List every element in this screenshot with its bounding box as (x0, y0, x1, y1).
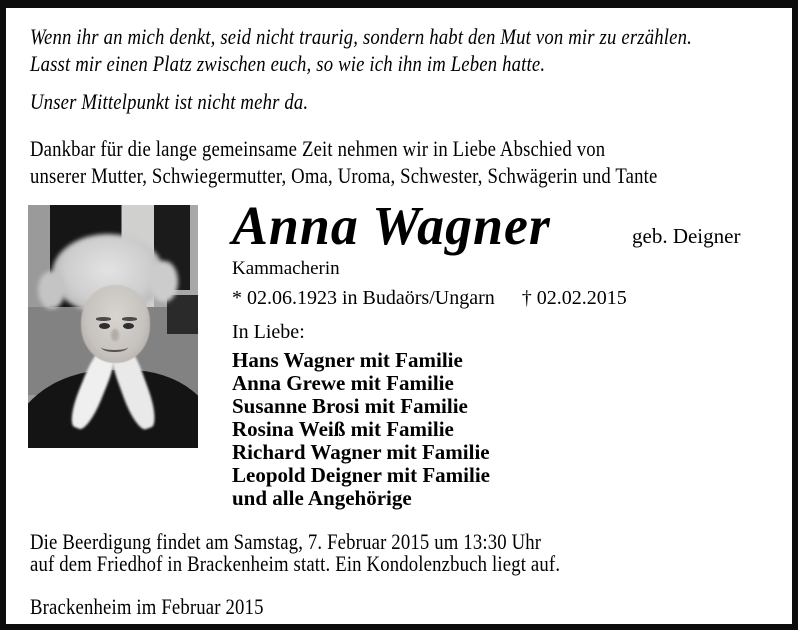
photo-nose (111, 329, 119, 341)
mourner-name: Rosina Weiß mit Familie (232, 417, 454, 441)
mourners-list (232, 349, 490, 510)
farewell-line-2: unserer Mutter, Schwiegermutter, Oma, Uroma, Schwester, Schwägerin und Tante (30, 163, 658, 188)
mourners-heading: In Liebe: (232, 321, 305, 343)
quote-line-1: Wenn ihr an mich denkt, seid nicht traurig, sondern habt den Mut von mir zu erzählen. (30, 24, 692, 49)
mourner-name: Leopold Deigner mit Familie (232, 463, 490, 487)
funeral-line-2: auf dem Friedhof in Brackenheim statt. Ein Kondolenzbuch liegt auf. (30, 551, 561, 576)
closing-line: Brackenheim im Februar 2015 (30, 594, 264, 619)
mourner-name: Richard Wagner mit Familie (232, 440, 490, 464)
mourner-name: Hans Wagner mit Familie (232, 348, 463, 372)
farewell-line-1: Dankbar für die lange gemeinsame Zeit nehmen wir in Liebe Abschied von (30, 136, 606, 161)
photo-hair-curl-left (38, 271, 65, 310)
deceased-name: Anna Wagner (232, 195, 551, 256)
mourner-name: und alle Angehörige (232, 486, 412, 510)
photo-hair-curl-right (150, 261, 177, 302)
quote-line-2: Lasst mir einen Platz zwischen euch, so wie ich ihn im Leben hatte. (30, 51, 546, 76)
mourner-name: Susanne Brosi mit Familie (232, 394, 468, 418)
photo-eye-right (123, 323, 134, 329)
photo-eye-left (99, 323, 110, 329)
birth-date: * 02.06.1923 in Budaörs/Ungarn (232, 287, 495, 309)
mourner-name: Anna Grewe mit Familie (232, 371, 454, 395)
quote-line-3: Unser Mittelpunkt ist nicht mehr da. (30, 89, 309, 114)
death-date: † 02.02.2015 (521, 287, 627, 309)
profession: Kammacherin (232, 258, 340, 279)
maiden-name: geb. Deigner (632, 224, 741, 248)
funeral-line-1: Die Beerdigung findet am Samstag, 7. Februar 2015 um 13:30 Uhr (30, 529, 542, 554)
photo-eyebrow-left (96, 317, 111, 320)
photo-background-right-patch (167, 295, 198, 334)
life-dates (232, 287, 627, 310)
portrait-photo (28, 205, 198, 448)
photo-eyebrow-right (122, 317, 137, 320)
photo-mouth (101, 342, 128, 353)
